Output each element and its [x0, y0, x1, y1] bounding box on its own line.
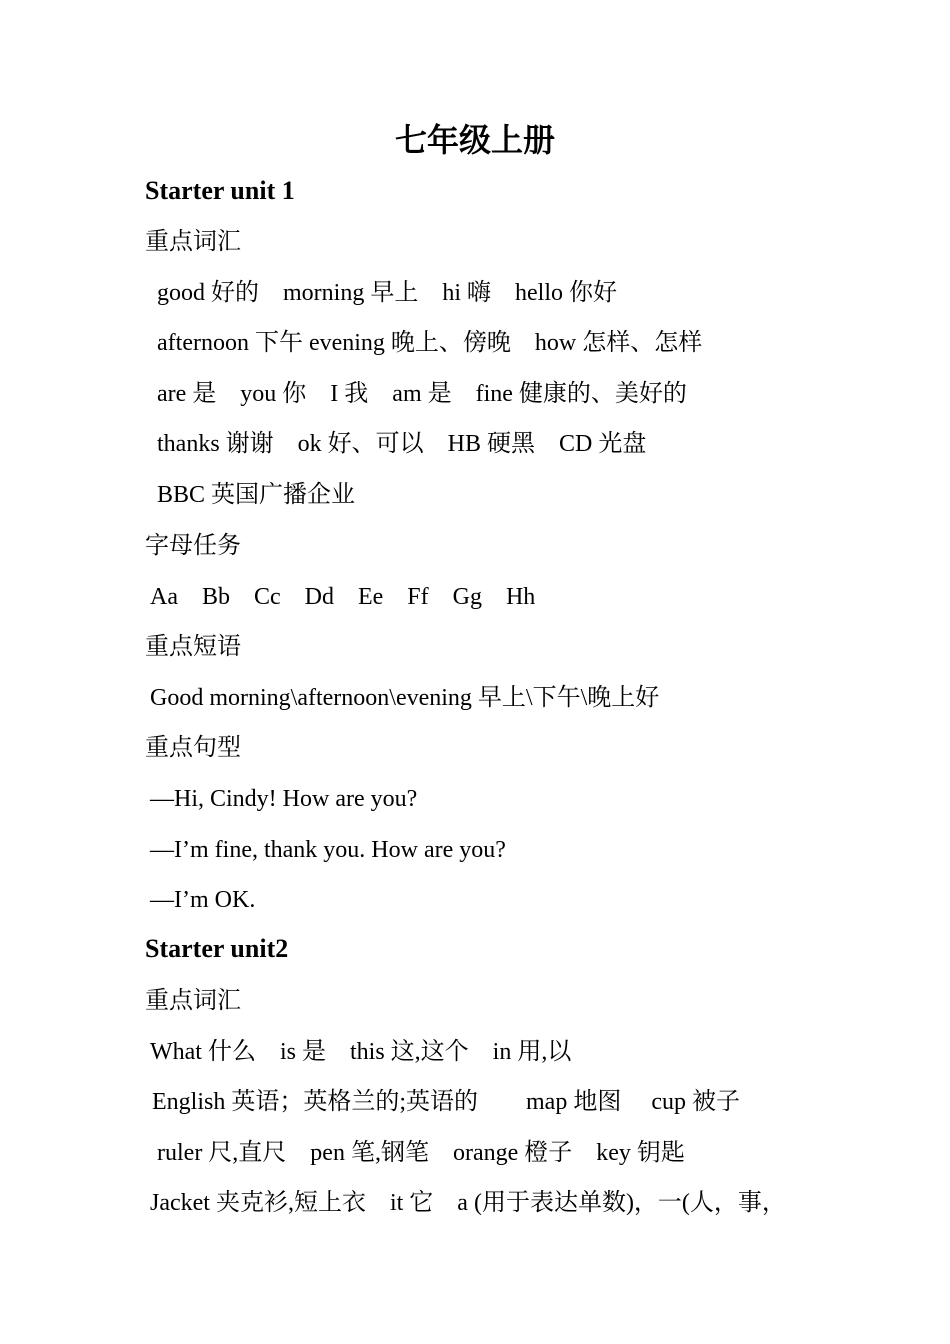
- section-heading-starter-unit-1: Starter unit 1: [145, 176, 295, 205]
- sentence-line: —I’m fine, thank you. How are you?: [150, 837, 506, 863]
- vocab-line: Jacket 夹克衫,短上衣 it 它 a (用于表达单数)，一(人，事，: [150, 1190, 786, 1216]
- vocab-line: are 是 you 你 I 我 am 是 fine 健康的、美好的: [157, 381, 687, 407]
- phrases-line: Good morning\afternoon\evening 早上\下午\晚上好: [150, 685, 660, 711]
- phrases-label: 重点短语: [145, 634, 241, 660]
- vocab-line: English 英语；英格兰的;英语的 map 地图 cup 被子: [152, 1089, 740, 1115]
- section-heading-starter-unit-2: Starter unit2: [145, 934, 289, 963]
- sentences-label: 重点句型: [145, 735, 241, 761]
- vocab-label: 重点词汇: [145, 229, 241, 255]
- vocab-label: 重点词汇: [145, 988, 241, 1014]
- sentence-line: —Hi, Cindy! How are you?: [150, 786, 418, 812]
- letters-label: 字母任务: [145, 533, 241, 559]
- vocab-line: BBC 英国广播企业: [157, 482, 356, 508]
- document-title: 七年级上册: [394, 122, 555, 158]
- vocab-line: What 什么 is 是 this 这,这个 in 用,以: [150, 1039, 572, 1065]
- vocab-line: ruler 尺,直尺 pen 笔,钢笔 orange 橙子 key 钥匙: [157, 1140, 685, 1166]
- vocab-line: afternoon 下午 evening 晚上、傍晚 how 怎样、怎样: [157, 330, 703, 356]
- vocab-line: good 好的 morning 早上 hi 嗨 hello 你好: [157, 280, 617, 306]
- sentence-line: —I’m OK.: [150, 887, 256, 913]
- vocab-line: thanks 谢谢 ok 好、可以 HB 硬黑 CD 光盘: [157, 431, 647, 457]
- letters-line: Aa Bb Cc Dd Ee Ff Gg Hh: [150, 584, 536, 610]
